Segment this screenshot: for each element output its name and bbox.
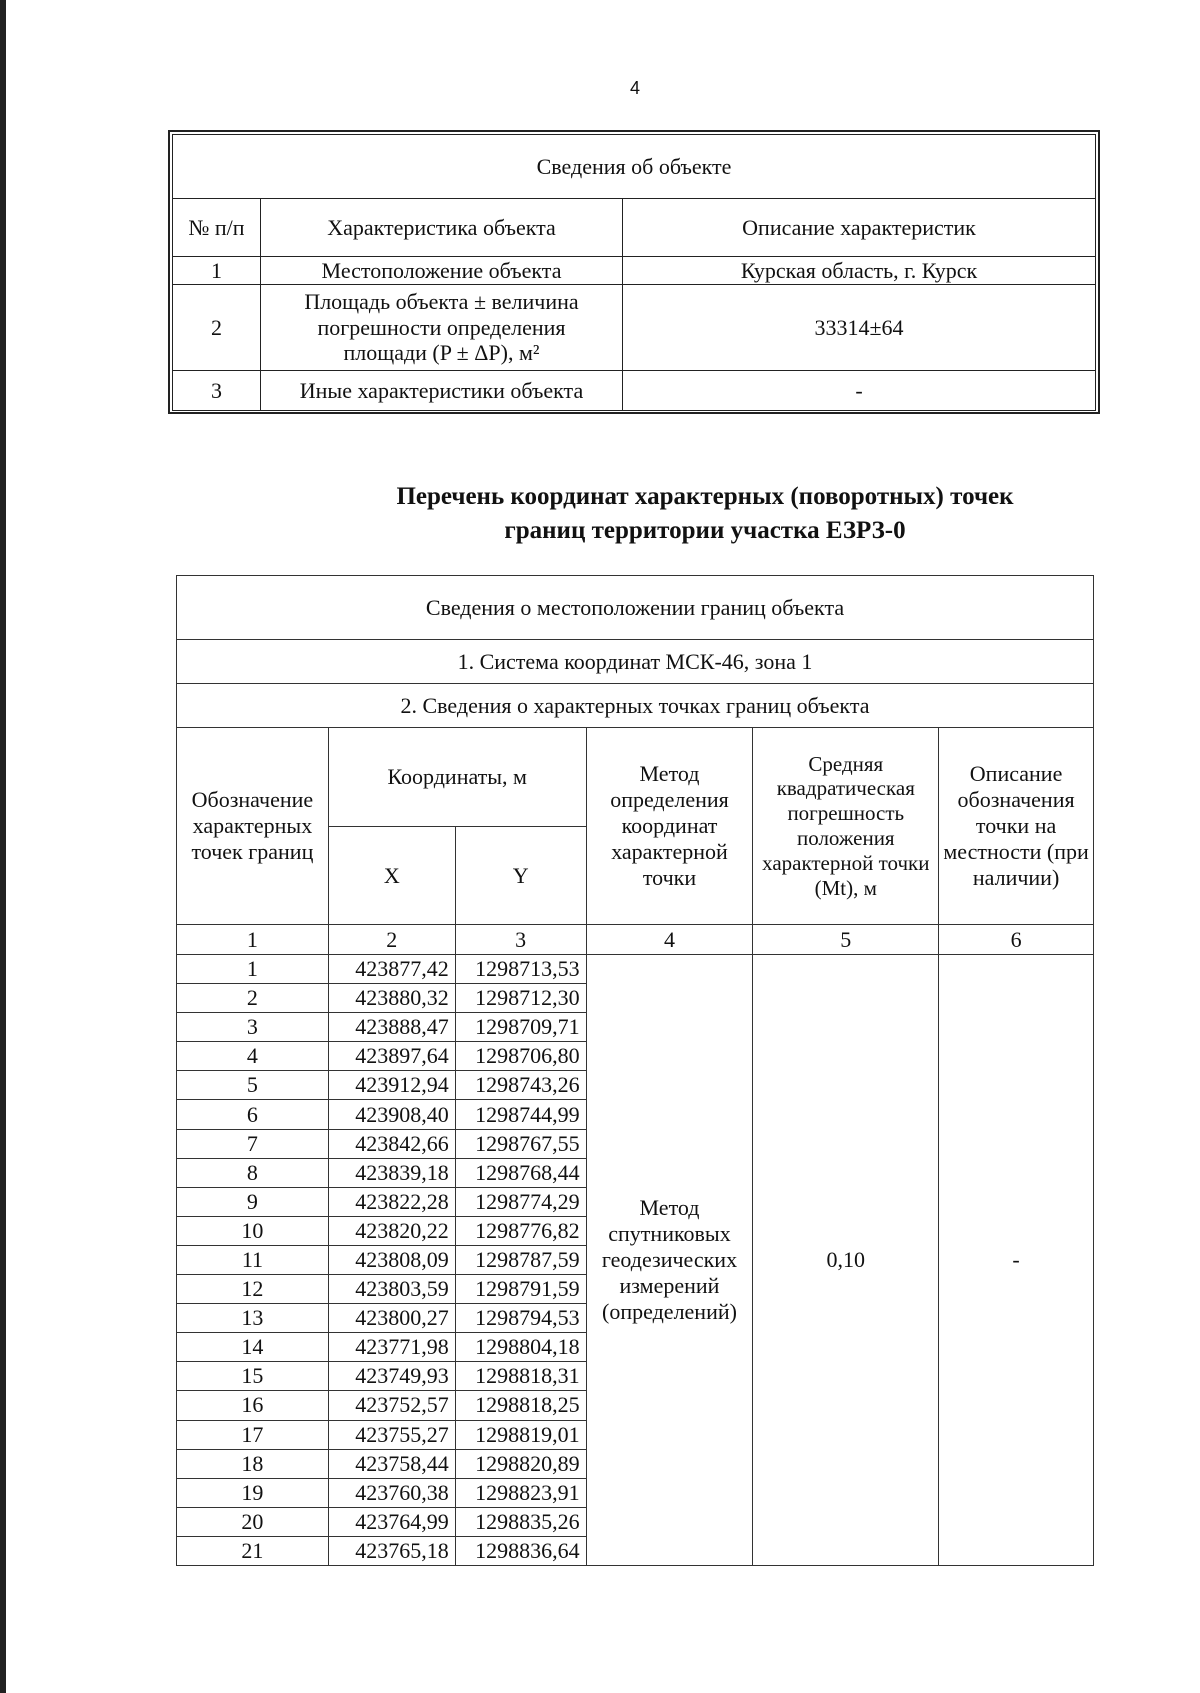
point-number: 17: [177, 1420, 329, 1449]
point-y: 1298787,59: [455, 1245, 586, 1274]
section-heading-line: Перечень координат характерных (поворотных) точек: [396, 483, 1014, 510]
point-x: 423888,47: [328, 1013, 455, 1042]
boundary-points-table: [176, 575, 1094, 1566]
coordinate-system: 1. Система координат МСК-46, зона 1: [177, 640, 1094, 684]
point-x: 423912,94: [328, 1071, 455, 1100]
point-x: 423803,59: [328, 1275, 455, 1304]
scan-edge: [0, 0, 6, 1693]
row-num: 3: [173, 371, 261, 411]
col-number: 4: [586, 925, 753, 955]
col-desc-header: Описание обозначения точки на местности (при наличии): [939, 728, 1094, 925]
point-y: 1298794,53: [455, 1304, 586, 1333]
point-number: 18: [177, 1449, 329, 1478]
col-x-header: X: [328, 827, 455, 925]
header-num: № п/п: [173, 199, 261, 257]
point-x: 423760,38: [328, 1478, 455, 1507]
point-y: 1298836,64: [455, 1536, 586, 1565]
header-description: Описание характеристик: [623, 199, 1096, 257]
method-cell: Метод спутниковых геодезических измерений (определений): [586, 955, 753, 1566]
point-x: 423839,18: [328, 1158, 455, 1187]
point-x: 423842,66: [328, 1129, 455, 1158]
object-info-table: [168, 130, 1100, 414]
point-x: 423822,28: [328, 1187, 455, 1216]
point-x: 423908,40: [328, 1100, 455, 1129]
point-y: 1298767,55: [455, 1129, 586, 1158]
section-heading-line: границ территории участка ЕЗРЗ-0: [504, 516, 906, 544]
boundary-title: Сведения о местоположении границ объекта: [177, 576, 1094, 640]
point-number: 7: [177, 1129, 329, 1158]
row-value: 33314±64: [623, 285, 1096, 371]
point-x: 423808,09: [328, 1245, 455, 1274]
point-x: 423758,44: [328, 1449, 455, 1478]
col-number: 6: [939, 925, 1094, 955]
description-cell: -: [939, 955, 1094, 1566]
row-name: Иные характеристики объекта: [261, 371, 623, 411]
row-name-line: Площадь объекта ± величина: [304, 288, 579, 314]
point-number: 6: [177, 1100, 329, 1129]
col-coords-header: Координаты, м: [328, 728, 586, 827]
point-number: 3: [177, 1013, 329, 1042]
point-y: 1298835,26: [455, 1507, 586, 1536]
point-x: 423752,57: [328, 1391, 455, 1420]
point-y: 1298744,99: [455, 1100, 586, 1129]
point-number: 11: [177, 1245, 329, 1274]
row-name: [261, 285, 623, 371]
object-info-title: Сведения об объекте: [173, 135, 1096, 199]
point-x: 423820,22: [328, 1216, 455, 1245]
point-y: 1298709,71: [455, 1013, 586, 1042]
point-number: 2: [177, 984, 329, 1013]
point-y: 1298774,29: [455, 1187, 586, 1216]
col-y-header: Y: [455, 827, 586, 925]
col-number: 2: [328, 925, 455, 955]
col-error-header: Средняя квадратическая погрешность положения характерной точки (Mt), м: [753, 728, 939, 925]
point-x: 423771,98: [328, 1333, 455, 1362]
point-number: 21: [177, 1536, 329, 1565]
point-y: 1298743,26: [455, 1071, 586, 1100]
point-y: 1298712,30: [455, 984, 586, 1013]
table-row: [177, 955, 1094, 984]
point-x: 423749,93: [328, 1362, 455, 1391]
point-number: 5: [177, 1071, 329, 1100]
point-y: 1298818,31: [455, 1362, 586, 1391]
row-name: Местоположение объекта: [261, 257, 623, 285]
error-cell: 0,10: [753, 955, 939, 1566]
header-characteristic: Характеристика объекта: [261, 199, 623, 257]
point-number: 13: [177, 1304, 329, 1333]
point-y: 1298818,25: [455, 1391, 586, 1420]
point-y: 1298706,80: [455, 1042, 586, 1071]
point-number: 12: [177, 1275, 329, 1304]
row-num: 2: [173, 285, 261, 371]
col-number: 3: [455, 925, 586, 955]
point-number: 8: [177, 1158, 329, 1187]
point-number: 9: [177, 1187, 329, 1216]
point-y: 1298768,44: [455, 1158, 586, 1187]
point-y: 1298776,82: [455, 1216, 586, 1245]
col-number: 5: [753, 925, 939, 955]
page-number: 4: [629, 78, 640, 98]
point-number: 14: [177, 1333, 329, 1362]
point-x: 423880,32: [328, 984, 455, 1013]
row-num: 1: [173, 257, 261, 285]
point-y: 1298823,91: [455, 1478, 586, 1507]
points-body: [177, 955, 1094, 1566]
point-number: 16: [177, 1391, 329, 1420]
col-method-header: Метод определения координат характерной точки: [586, 728, 753, 925]
point-x: 423877,42: [328, 955, 455, 984]
point-number: 10: [177, 1216, 329, 1245]
section-heading: [290, 480, 1120, 548]
point-y: 1298791,59: [455, 1275, 586, 1304]
point-x: 423755,27: [328, 1420, 455, 1449]
point-x: 423800,27: [328, 1304, 455, 1333]
row-value: Курская область, г. Курск: [623, 257, 1096, 285]
point-y: 1298820,89: [455, 1449, 586, 1478]
point-y: 1298819,01: [455, 1420, 586, 1449]
row-name-line: погрешности определения: [317, 314, 566, 340]
point-y: 1298713,53: [455, 955, 586, 984]
row-value: -: [623, 371, 1096, 411]
point-x: 423764,99: [328, 1507, 455, 1536]
point-number: 19: [177, 1478, 329, 1507]
col-point-header: Обозначение характерных точек границ: [177, 728, 329, 925]
point-number: 4: [177, 1042, 329, 1071]
point-x: 423897,64: [328, 1042, 455, 1071]
point-number: 20: [177, 1507, 329, 1536]
point-x: 423765,18: [328, 1536, 455, 1565]
col-number: 1: [177, 925, 329, 955]
point-y: 1298804,18: [455, 1333, 586, 1362]
row-name-line: площади (P ± ΔP), м²: [343, 340, 540, 366]
point-number: 15: [177, 1362, 329, 1391]
point-number: 1: [177, 955, 329, 984]
points-title: 2. Сведения о характерных точках границ объекта: [177, 684, 1094, 728]
